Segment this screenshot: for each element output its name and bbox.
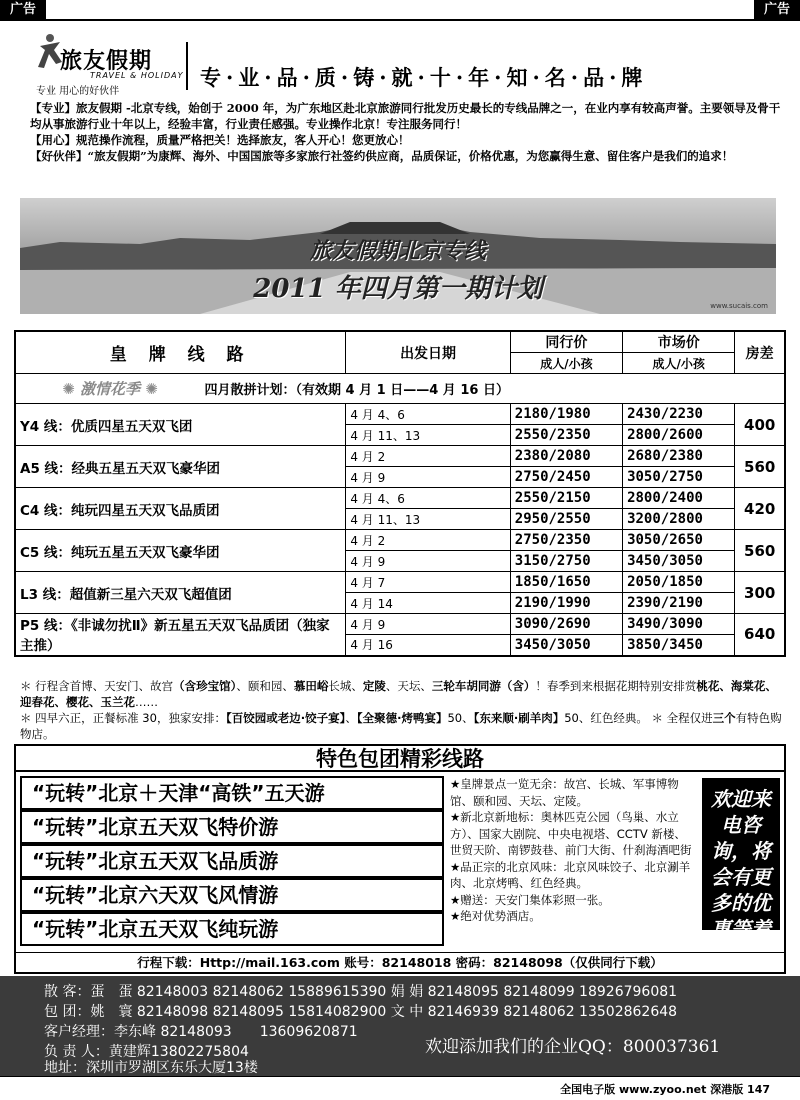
peer-price: 2190/1990 bbox=[510, 593, 622, 614]
route-name: C5 线：纯玩五星五天双飞豪华团 bbox=[15, 530, 346, 572]
package-features bbox=[450, 776, 696, 925]
market-price: 3450/3050 bbox=[623, 551, 735, 572]
peer-price: 1850/1650 bbox=[510, 572, 622, 593]
logo-slogan: 专业 用心的好伙伴 bbox=[36, 86, 120, 97]
route-groups bbox=[15, 404, 785, 656]
departure-date: 4 月 2 bbox=[346, 446, 510, 467]
market-price: 3850/3450 bbox=[623, 635, 735, 656]
package-item: “玩转”北京五天双飞纯玩游 bbox=[20, 912, 444, 946]
contact-retail: 散 客：蛋 蛋 82148003 82148062 15889615390 娟 娟 82148095 82148099 18926796081 bbox=[44, 984, 678, 1000]
route-price-table bbox=[14, 330, 786, 657]
note-text: 有特色购物店。 bbox=[20, 711, 782, 741]
route-name: L3 线：超值新三星六天双飞超值团 bbox=[15, 572, 346, 614]
note-text: 、天坛、 bbox=[385, 679, 432, 693]
contact-manager: 客户经理：李东峰 82148093 13609620871 bbox=[44, 1024, 358, 1040]
room-diff: 300 bbox=[735, 572, 785, 614]
header-route: 皇 牌 线 路 bbox=[15, 331, 346, 374]
peer-price: 2550/2350 bbox=[510, 425, 622, 446]
brand-tagline: 专·业·品·质·铸·就·十·年·知·名·品·牌 bbox=[200, 65, 648, 90]
banner-watermark: www.sucais.com bbox=[710, 302, 768, 310]
top-rule bbox=[0, 19, 800, 21]
table-header-row bbox=[15, 331, 785, 353]
departure-date: 4 月 2 bbox=[346, 530, 510, 551]
logo-name: 旅友假期 bbox=[60, 49, 153, 74]
departure-date: 4 月 4、6 bbox=[346, 404, 510, 425]
header-peer-price: 同行价 bbox=[510, 331, 622, 353]
market-price: 2800/2400 bbox=[623, 488, 735, 509]
market-price: 2050/1850 bbox=[623, 572, 735, 593]
feature-item: ★绝对优势酒店。 bbox=[450, 909, 541, 923]
peer-price: 3090/2690 bbox=[510, 614, 622, 635]
note-line-1 bbox=[20, 678, 786, 710]
departure-date: 4 月 9 bbox=[346, 551, 510, 572]
market-price: 2430/2230 bbox=[623, 404, 735, 425]
note-bold: 【东来顺·刷羊肉】 bbox=[473, 711, 565, 725]
note-bold: 桃花、海棠花、迎春花、樱花、玉兰花 bbox=[20, 679, 777, 709]
market-price: 2800/2600 bbox=[623, 425, 735, 446]
note-text: 50、红色经典。 ＊ 全程仅进 bbox=[564, 711, 713, 725]
header-market-sub: 成人/小孩 bbox=[623, 353, 735, 374]
table-row bbox=[15, 488, 785, 509]
peer-price: 2750/2450 bbox=[510, 467, 622, 488]
room-diff: 560 bbox=[735, 530, 785, 572]
departure-date: 4 月 7 bbox=[346, 572, 510, 593]
peer-price: 3150/2750 bbox=[510, 551, 622, 572]
banner-title: 旅友假期北京专线 bbox=[309, 238, 486, 264]
footer-text: 全国电子版 www.zyoo.net 深港版 147 bbox=[560, 1083, 770, 1096]
note-text: 、 bbox=[345, 711, 357, 725]
departure-date: 4 月 11、13 bbox=[346, 425, 510, 446]
package-item: “玩转”北京五天双飞特价游 bbox=[20, 810, 444, 844]
special-title: 特色包团精彩线路 bbox=[16, 746, 784, 772]
note-bold: 三轮车胡同游（含） bbox=[431, 679, 536, 693]
note-line-2 bbox=[20, 710, 786, 742]
welcome-call-box: 欢迎来电咨询，将会有更多的优惠等着您！ bbox=[702, 778, 780, 930]
note-bold: 定陵 bbox=[362, 679, 386, 693]
contact-address: 地址：深圳市罗湖区东乐大厦13楼 bbox=[44, 1060, 258, 1076]
market-price: 3050/2650 bbox=[623, 530, 735, 551]
feature-item: ★品正宗的北京风味：北京风味饺子、北京涮羊肉、北京烤鸭、红色经典。 bbox=[450, 859, 691, 890]
package-item: “玩转”北京五天双飞品质游 bbox=[20, 844, 444, 878]
table-row bbox=[15, 404, 785, 425]
room-diff: 420 bbox=[735, 488, 785, 530]
market-price: 3050/2750 bbox=[623, 467, 735, 488]
intro-care: 【用心】规范操作流程，质量严格把关！选择旅友，客人开心！您更放心！ bbox=[30, 133, 410, 147]
route-name: A5 线：经典五星五天双飞豪华团 bbox=[15, 446, 346, 488]
peer-price: 2180/1980 bbox=[510, 404, 622, 425]
room-diff: 560 bbox=[735, 446, 785, 488]
flower-badge bbox=[20, 378, 200, 399]
route-name: Y4 线：优质四星五天双飞团 bbox=[15, 404, 346, 446]
table-row bbox=[15, 530, 785, 551]
header-room-diff: 房差 bbox=[735, 331, 785, 374]
note-bold: 三个 bbox=[712, 711, 736, 725]
note-bold: 【全聚德·烤鸭宴】 bbox=[356, 711, 448, 725]
flower-icon: ✺ bbox=[62, 380, 80, 398]
plan-cell bbox=[15, 374, 785, 404]
departure-date: 4 月 9 bbox=[346, 614, 510, 635]
table-row bbox=[15, 446, 785, 467]
peer-price: 3450/3050 bbox=[510, 635, 622, 656]
note-text: 、颐和园、 bbox=[236, 679, 294, 693]
note-text: 长城、 bbox=[328, 679, 363, 693]
departure-date: 4 月 4、6 bbox=[346, 488, 510, 509]
intro-partner: 【好伙伴】“旅友假期”为康辉、海外、中国国旅等多家旅行社签约供应商，品质保证，价格优惠，为您赢得生意、留住客户是我们的追求！ bbox=[30, 149, 734, 163]
flower-icon: ✺ bbox=[140, 380, 158, 398]
peer-price: 2750/2350 bbox=[510, 530, 622, 551]
feature-item: ★赠送：天安门集体彩照一张。 bbox=[450, 892, 610, 907]
contact-group: 包 团：姚 寰 82148098 82148095 15814082900 文 中 82146939 82148062 13502862648 bbox=[44, 1004, 678, 1020]
departure-date: 4 月 16 bbox=[346, 635, 510, 656]
peer-price: 2550/2150 bbox=[510, 488, 622, 509]
qq-welcome: 欢迎添加我们的企业QQ：800037361 bbox=[425, 1037, 721, 1057]
note-text: ＊ 四早六正，正餐标准 30，独家安排： bbox=[20, 711, 226, 725]
plan-text: 四月散拼计划：（有效期 4 月 1 日——4 月 16 日） bbox=[204, 383, 509, 398]
departure-date: 4 月 9 bbox=[346, 467, 510, 488]
departure-date: 4 月 14 bbox=[346, 593, 510, 614]
header-date: 出发日期 bbox=[346, 331, 510, 374]
page-footer bbox=[0, 1076, 800, 1100]
route-name: P5 线：《非诚勿扰Ⅱ》新五星五天双飞品质团（独家主推） bbox=[15, 614, 346, 656]
ad-label-left: 广告 bbox=[0, 0, 46, 20]
intro-text bbox=[30, 100, 782, 164]
special-packages-section bbox=[14, 744, 786, 974]
departure-date: 4 月 11、13 bbox=[346, 509, 510, 530]
logo-divider bbox=[186, 42, 188, 90]
header-market-price: 市场价 bbox=[623, 331, 735, 353]
header-peer-sub: 成人/小孩 bbox=[510, 353, 622, 374]
ad-label-right: 广告 bbox=[754, 0, 800, 20]
room-diff: 400 bbox=[735, 404, 785, 446]
intro-professional: 【专业】旅友假期 -北京专线，始创于 2000 年，为广东地区赴北京旅游同行批发历史最长的专线品牌之一，在业内享有较高声誉。主要领导及骨干均从事旅游行业十年以上，经验丰富，行业责任感强。专业操作北京！专注服务同行！ bbox=[30, 101, 781, 131]
feature-item: ★皇牌景点一览无余：故宫、长城、军事博物馆、颐和园、天坛、定陵。 bbox=[450, 777, 679, 808]
contact-panel bbox=[0, 976, 800, 1076]
market-price: 3200/2800 bbox=[623, 509, 735, 530]
table-row bbox=[15, 572, 785, 593]
logo-english: TRAVEL & HOLIDAY bbox=[90, 71, 184, 80]
package-item: “玩转”北京＋天津“高铁”五天游 bbox=[20, 776, 444, 810]
market-price: 3490/3090 bbox=[623, 614, 735, 635]
note-bold: （含珍宝馆） bbox=[173, 679, 237, 693]
market-price: 2680/2380 bbox=[623, 446, 735, 467]
download-info: 行程下载：Http://mail.163.com 账号：82148018 密码：82148098（仅供同行下载） bbox=[16, 952, 784, 972]
note-text: 50、 bbox=[447, 711, 474, 725]
itinerary-notes bbox=[20, 678, 786, 742]
package-item: “玩转”北京六天双飞风情游 bbox=[20, 878, 444, 912]
peer-price: 2950/2550 bbox=[510, 509, 622, 530]
note-bold: 慕田峪 bbox=[293, 679, 329, 693]
forbidden-city-banner bbox=[20, 198, 776, 314]
note-bold: 【百饺园或老边·饺子宴】 bbox=[225, 711, 346, 725]
banner-subtitle: 2011 年四月第一期计划 bbox=[253, 274, 543, 304]
market-price: 2390/2190 bbox=[623, 593, 735, 614]
note-text: …… bbox=[135, 695, 158, 709]
route-name: C4 线：纯玩四星五天双飞品质团 bbox=[15, 488, 346, 530]
peer-price: 2380/2080 bbox=[510, 446, 622, 467]
plan-row bbox=[15, 374, 785, 404]
table-row bbox=[15, 614, 785, 635]
room-diff: 640 bbox=[735, 614, 785, 656]
contact-head: 负 责 人：黄建辉13802275804 bbox=[44, 1044, 249, 1060]
note-text: ！春季到来根据花期特别安排赏 bbox=[535, 679, 697, 693]
badge-text: 激情花季 bbox=[79, 380, 140, 398]
feature-item: ★新北京新地标：奥林匹克公园（鸟巢、水立方）、国家大剧院、中央电视塔、CCTV 新楼、世贸天阶、南锣鼓巷、前门大街、什刹海酒吧街 bbox=[450, 810, 692, 857]
note-text: ＊ 行程含首博、天安门、故宫 bbox=[20, 679, 174, 693]
